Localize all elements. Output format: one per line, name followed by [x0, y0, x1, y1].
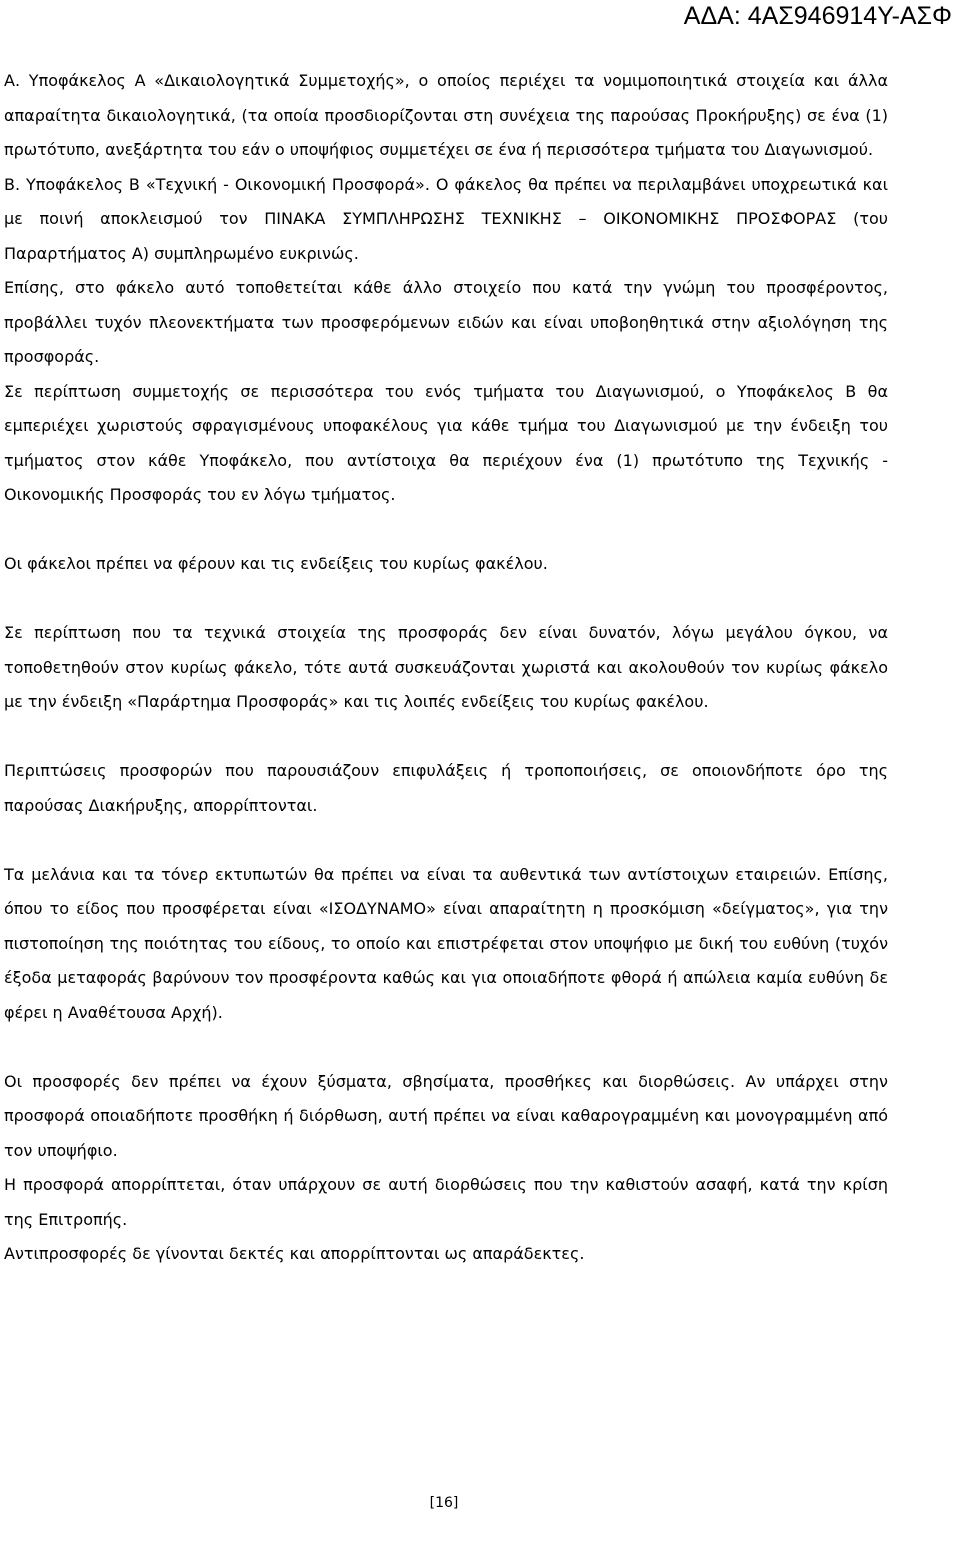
- paragraph-additional-items: Επίσης, στο φάκελο αυτό τοποθετείται κάθε άλλο στοιχείο που κατά την γνώμη του προσφέροντος, προβάλλει τυχόν πλεονεκτήματα των προσφερόμενων ειδών και είναι υποβοηθητικά στην αξιολόγηση της προσφοράς.: [4, 278, 888, 366]
- document-code: ΑΔΑ: 4ΑΣ946914Υ-ΑΣΦ: [683, 2, 952, 30]
- paragraph-corrections: Οι προσφορές δεν πρέπει να έχουν ξύσματα, σβησίματα, προσθήκες και διορθώσεις. Αν υπάρχει στην προσφορά οποιαδήποτε προσθήκη ή διόρθωση, αυτή πρέπει να είναι καθαρογραμμένη και μονογραμμένη από τον υποψήφιο.: [4, 1071, 888, 1160]
- paragraph-folder-a: Α. Υποφάκελος Α «Δικαιολογητικά Συμμετοχής», ο οποίος περιέχει τα νομιμοποιητικά στοιχεία και άλλα απαραίτητα δικαιολογητικά, (τα οποία προσδιορίζονται στη συνέχεια της παρούσας Προκήρυξης) σε ένα (1) πρωτότυπο, ανεξάρτητα του εάν ο υποψήφιος συμμετέχει σε ένα ή περισσότερα τμήματα του Διαγωνισμού.: [4, 71, 888, 159]
- paragraph-counteroffers: Αντιπροσφορές δε γίνονται δεκτές και απορρίπτονται ως απαράδεκτες.: [4, 1244, 585, 1263]
- paragraph-reservations: Περιπτώσεις προσφορών που παρουσιάζουν επιφυλάξεις ή τροποποιήσεις, σε οποιονδήποτε όρο της παρούσας Διακήρυξης, απορρίπτονται.: [4, 761, 888, 815]
- paragraph-multiple-sections: Σε περίπτωση συμμετοχής σε περισσότερα του ενός τμήματα του Διαγωνισμού, ο Υποφάκελος Β θα εμπεριέχει χωριστούς σφραγισμένους υποφακέλους για κάθε τμήμα του Διαγωνισμού με την ένδειξη του τμήματος στον κάθε Υποφάκελο, που αντίστοιχα θα περιέχουν ένα (1) πρωτότυπο της Τεχνικής - Οικονομικής Προσφοράς του εν λόγω τμήματος.: [4, 381, 888, 504]
- paragraph-technical-volume: Σε περίπτωση που τα τεχνικά στοιχεία της προσφοράς δεν είναι δυνατόν, λόγω μεγάλου όγκου, να τοποθετηθούν στον κυρίως φάκελο, τότε αυτά συσκευάζονται χωριστά και ακολουθούν τον κυρίως φάκελο με την ένδειξη «Παράρτημα Προσφοράς» και τις λοιπές ενδείξεις του κυρίως φακέλου.: [4, 623, 888, 711]
- paragraph-rejection: Η προσφορά απορρίπτεται, όταν υπάρχουν σε αυτή διορθώσεις που την καθιστούν ασαφή, κατά την κρίση της Επιτροπής.: [4, 1175, 888, 1229]
- document-body: [0, 64, 888, 1272]
- paragraph-inks-toners: Τα μελάνια και τα τόνερ εκτυπωτών θα πρέπει να είναι τα αυθεντικά των αντίστοιχων εταιρειών. Επίσης, όπου το είδος που προσφέρεται είναι «ΙΣΟΔΥΝΑΜΟ» είναι απαραίτητη η προσκόμιση «δείγματος», για την πιστοποίηση της ποιότητας του είδους, το οποίο και επιστρέφεται στον υποψήφιο με δική του ευθύνη (τυχόν έξοδα μεταφοράς βαρύνουν τον προσφέροντα καθώς και για οποιαδήποτε φθορά ή απώλεια καμία ευθύνη δε φέρει η Αναθέτουσα Αρχή).: [4, 864, 888, 1022]
- paragraph-folder-b: Β. Υποφάκελος Β «Τεχνική - Οικονομική Προσφορά». Ο φάκελος θα πρέπει να περιλαμβάνει υποχρεωτικά και με ποινή αποκλεισμού τον ΠΙΝΑΚΑ ΣΥΜΠΛΗΡΩΣΗΣ ΤΕΧΝΙΚΗΣ – ΟΙΚΟΝΟΜΙΚΗΣ ΠΡΟΣΦΟΡΑΣ (του Παραρτήματος Α) συμπληρωμένο ευκρινώς.: [4, 174, 888, 263]
- page-number: [16]: [429, 1495, 459, 1511]
- paragraph-folder-markings: Οι φάκελοι πρέπει να φέρουν και τις ενδείξεις του κυρίως φακέλου.: [4, 554, 548, 573]
